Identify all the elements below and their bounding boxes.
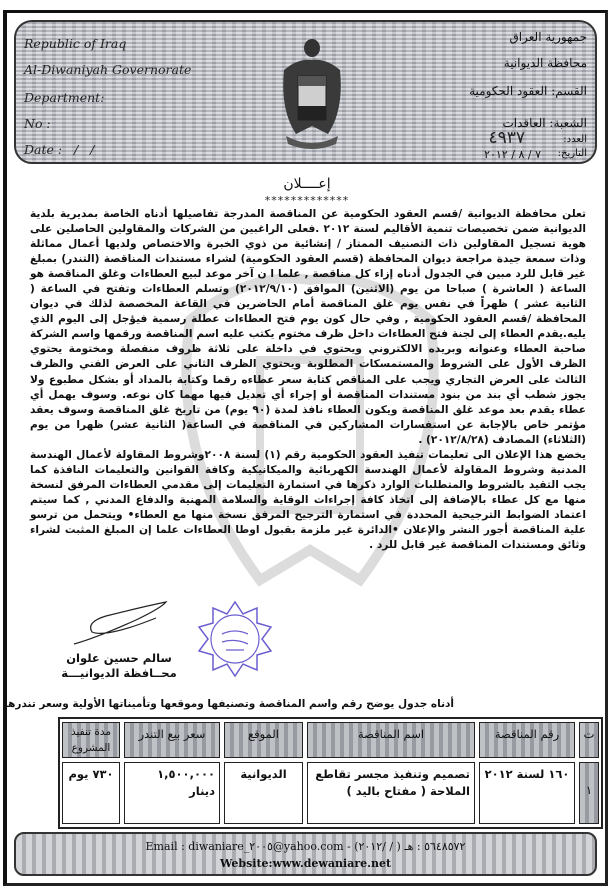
ref-number-value: ٤٩٣٧	[488, 128, 525, 148]
header-tender-price: سعر بيع التندر	[124, 722, 220, 758]
announcement-stars: *************	[264, 194, 350, 207]
row-location: الديوانية	[224, 762, 303, 824]
letterhead-country-ar: جمهورية العراق	[509, 30, 587, 44]
signatory-title: محــافظة الديوانيـــة	[61, 666, 177, 680]
iraq-eagle-emblem-icon	[276, 30, 348, 152]
footer-email-phone: Email : diwaniare_٢٠٠٥@yahoo.com - (٢٠١٢/ / ) ٥٦٤٨٥٧٢ : هـ	[145, 840, 466, 853]
date-value-ar: ٧ / ٨ / ٢٠١٢	[484, 148, 541, 161]
header-tender-number: رقم المناقصة	[479, 722, 575, 758]
signature-icon	[66, 598, 176, 648]
letterhead-department-en: Department:	[24, 90, 105, 105]
letterhead	[14, 20, 597, 164]
row-tender-number: ١٦٠ لسنة ٢٠١٢	[479, 762, 575, 824]
ref-number-label: العدد:	[563, 134, 587, 145]
footer-band	[14, 832, 597, 876]
announcement-body	[30, 207, 586, 553]
letterhead-governorate-ar: محافظة الديوانية	[503, 56, 587, 70]
official-stamp-icon	[196, 600, 274, 678]
row-duration: ٧٣٠ يوم	[62, 762, 120, 824]
letterhead-country-en: Republic of Iraq	[24, 36, 127, 51]
row-tender-price: ١,٥٠٠,٠٠٠ دينار	[124, 762, 220, 824]
table-caption: أدناه جدول يوضح رقم واسم المناقصة وتصنيفها وموقعها وتأميناتها الأولية وسعر تندرها	[4, 698, 454, 710]
row-index: ١	[579, 762, 599, 824]
announcement-paragraph-2: يخضع هذا الإعلان الى تعليمات تنفيذ العقود الحكومية رقم (١) لسنة ٢٠٠٨وشروط المقاولة لأعمال الهندسة المدنية وشروط المقاولة لأعمال الهندسة الكهربائية والميكانيكية وكافة القوانين والتعليمات النافذة كما يجب التقيد بالشروط والمتطلبات الوارد ذكرها في استمارة التعليمات إلى مقدمي العطاءات المرفق لنسخة منها مع كل عطاء بالإضافة إلى اتخاذ كافة إجراءات الوقاية والسلامة المهنية والدفاع المدني , كما سيتم اعتماد الضوابط الترجيحية المحددة في استمارة الترجيح المرفق نسخة منها مع العطاء• ويتحمل من ترسو علية المناقصة أجور النشر والإعلان •الدائرة غير ملزمة بقبول اوطا العطاءات علما إن المبلغ المثبت لشراء وثائق ومستندات المناقصة غير قابل للرد .	[30, 448, 586, 552]
announcement-paragraph-1: تعلن محافظة الديوانية /قسم العقود الحكومية عن المناقصة المدرجة تفاصيلها أدناه الخاصة بمديرية بلدية الديوانية ضمن تخصيصات تنمية الأقاليم لسنة ٢٠١٢ .فعلى الراغبين من الشركات والمقاولين الحاصلين على هوية تسجيل المقاولين ذات التصنيف الممتاز / إنشائية من ذوي الخبرة والاختصاص ولديها أعمال مماثلة وذات سمعة جيدة مراجعة ديوان المحافظة (قسم العقود الحكومية) لشراء مستندات المناقصة (التندر) بمبلغ غير قابل للرد مبين في الجدول أدناه إزاء كل مناقصة , علما ا ن آخر موعد لبيع العطاءات وغلق المناقصة هو الساعة ( العاشرة ) صباحا من يوم (الاثنين) الموافق (٢٠١٢/٩/١٠) وتسلم العطاءات وتفتح في الساعة ( الثانية عشر ) ظهراً في نفس يوم غلق المناقصة أمام الحاضرين في القاعة المخصصة لذلك في ديوان المحافظة /قسم العقود الحكومية , وفي حال كون يوم فتح العطاءات عطلة رسمية فيؤجل إلى اليوم الذي يليه.يقدم العطاء إلى لجنة فتح العطاءات داخل ظرف مختوم يكتب عليه اسم المناقصة ورقمها واسم الشركة صاحبة العطاء وعنوانه وبريده الالكتروني ويحتوي في داخلة على ثلاثة ظروف منفصلة ومختومة يحتوي الظرف الأول على الشروط والمستمسكات المطلوبة ويحتوي الظرف الثاني على العرض الفني والظرف الثالث على العرض التجاري ويجب على المناقص كتابة سعر عطاءه رقما وكتابة بالمداد أو بشكل مطبوع ولا يجوز شطب أي بند من بنود مستندات المناقصة أو إجراء أي تعديل فيها مهما كان نوعه. وسوف يهمل أي عطاء يقدم بعد موعد غلق المناقصة ويكون العطاء نافذ لمدة (٩٠ يوم) من تاريخ غلق المناقصة وسوف يعقد مؤتمر خاص بالإجابة عن استفسارات المشاركين في المناقصة في الساعة( الثانية عشر) ظهرا من يوم (الثلاثاء) المصادف (٢٠١٢/٨/٢٨) .	[30, 208, 586, 446]
header-location: الموقع	[224, 722, 303, 758]
row-tender-name: تصميم وتنفيذ مجسر تقاطع الملاحة ( مفتاح باليد )	[307, 762, 475, 824]
footer-website: Website:www.dewaniare.net	[219, 857, 392, 870]
letterhead-governorate-en: Al-Diwaniyah Governorate	[24, 62, 192, 77]
header-duration: مدة تنفيذ المشروع	[62, 722, 120, 758]
announcement-title: إعــــلان	[283, 176, 331, 192]
signatory-name: سالم حسين علوان	[66, 651, 172, 665]
letterhead-section-ar: الشعبة: العاقدات	[502, 116, 587, 130]
letterhead-date-en: Date : / /	[24, 142, 95, 157]
date-label-ar: التاريخ:	[557, 148, 587, 159]
letterhead-department-ar: القسم: العقود الحكومية	[469, 84, 587, 98]
letterhead-number-en: No :	[24, 116, 51, 131]
tender-table	[58, 717, 603, 829]
header-tender-name: اسم المناقصة	[307, 722, 475, 758]
signatory	[60, 651, 178, 681]
header-index: ت	[579, 722, 599, 758]
